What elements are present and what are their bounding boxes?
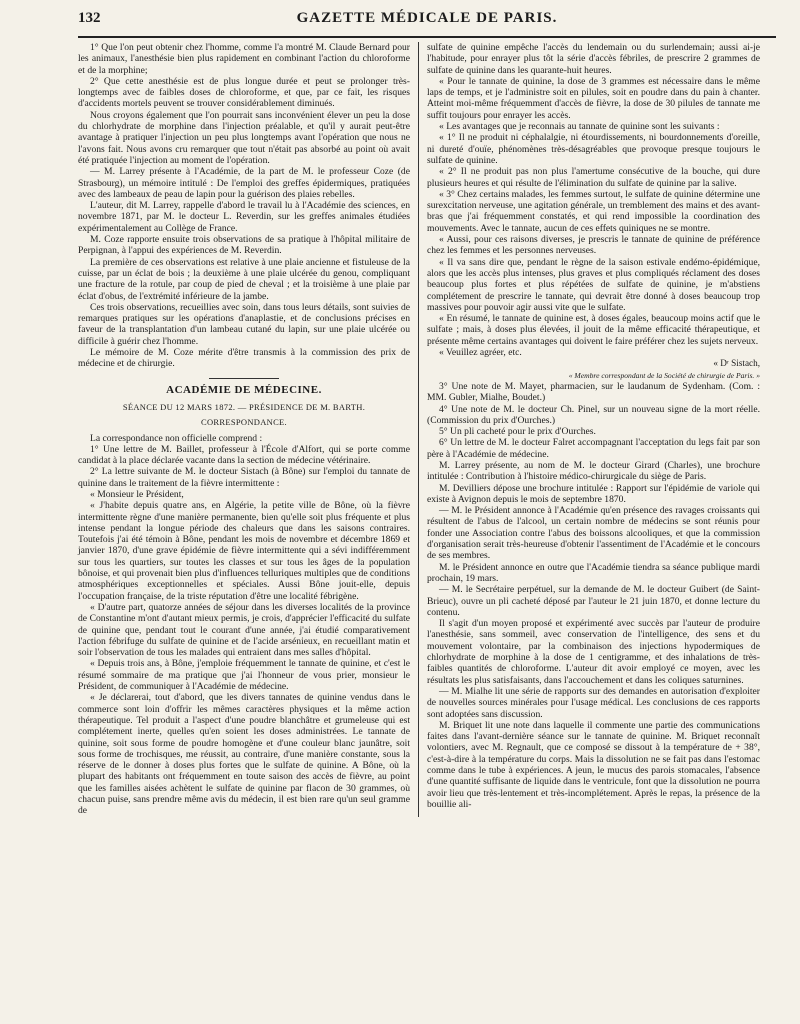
paragraph: 1° Que l'on peut obtenir chez l'homme, comme l'a montré M. Claude Bernard pour les animaux, l'anesthésie bien plus rapidement en combinant l'action du chloroforme et de la morphine; bbox=[78, 42, 410, 76]
paragraph: — M. Larrey présente à l'Académie, de la part de M. le professeur Coze (de Strasbourg), un mémoire intitulé : De l'emploi des greffes épidermiques, pratiquées avec des lambeaux de peau de lapin pour la guérison des plaies rebelles. bbox=[78, 166, 410, 200]
paragraph: « Pour le tannate de quinine, la dose de 3 grammes est nécessaire dans le même laps de temps, et je l'administre soit en pilules, soit en poudre dans du pain à chanter. Atteint moi-même fréquemment d'accès de fièvre, la dose de 30 pilules de tannate me suffit toujours pour enrayer les accès. bbox=[427, 75, 760, 121]
paragraph: « Depuis trois ans, à Bône, j'emploie fréquemment le tannate de quinine, et c'est le résumé sommaire de ma pratique que j'ai l'honneur de vous prier, monsieur le Président, de communiquer à l'Académie de médecine. bbox=[78, 658, 410, 693]
paragraph: Ces trois observations, recueillies avec soin, dans tous leurs détails, sont suivies de remarques pratiques sur les opérations d'anaplastie, et de conclusions précises en faveur de la transplantation d'un lambeau cutané du lapin, sur une plaie ulcérée ou difficile à guérir chez l'homme. bbox=[78, 301, 410, 347]
columns bbox=[78, 42, 776, 817]
paragraph: « Les avantages que je reconnais au tannate de quinine sont les suivants : bbox=[439, 121, 720, 133]
paragraph: M. Coze rapporte ensuite trois observations de sa pratique à l'hôpital militaire de Perpignan, à l'appui des expériences de M. Reverdin. bbox=[78, 234, 410, 257]
paragraph: « Je déclarerai, tout d'abord, que les divers tannates de quinine vendus dans le commerce sont loin d'offrir les mêmes caractères physiques et la même action thérapeutique. Tel produit a l'aspect d'une poudre blanchâtre et grumeleuse qui est complétement inerte, quelles qu'en soient les doses administrées. Le tannate de quinine, soit sous forme de poudre homogène et d'une couleur blanc jaunâtre, soit sous forme de trochisques, me réussit, au contraire, d'une manière constante, sous la réserve de le donner à doses plus fortes que le sulfate de quinine. A Bône, où la plupart des habitants ont fréquemment en toute saison des accès de fièvre, au point que les familles aisées achètent le sulfate de quinine par flacon de 30 grammes, où chacun puise, sans prendre même avis du médecin, il est bien rare qu'un seul gramme de bbox=[78, 692, 410, 817]
paragraph: « Monsieur le Président, bbox=[90, 488, 184, 500]
signature: « Dʳ Sistach, bbox=[713, 358, 760, 369]
journal-title: GAZETTE MÉDICALE DE PARIS. bbox=[296, 10, 558, 26]
paragraph: « 3° Chez certains malades, les femmes surtout, le sulfate de quinine détermine une surexcitation nerveuse, une agitation générale, un tremblement des mains et des avant-bras que j'ai fréquemment constatés, et qui rend impossible la coordination des mouvements. Avec le tannate, aucun de ces effets quiniques ne se montre. bbox=[427, 188, 760, 234]
paragraph: — M. le Président annonce à l'Académie qu'en présence des ravages croissants qui résultent de l'abus de l'alcool, un certain nombre de médecins se sont réunis pour fonder une Association contre l'abus des boissons alcooliques, et que la commission d'organisation serait très-heureuse d'obtenir l'assentiment de l'Académie et le concours de ses membres. bbox=[427, 505, 760, 562]
right-column bbox=[419, 42, 760, 817]
paragraph: « Aussi, pour ces raisons diverses, je prescris le tannate de quinine de préférence chez les femmes et les personnes nerveuses. bbox=[427, 234, 760, 257]
paragraph: 3° Une note de M. Mayet, pharmacien, sur le laudanum de Sydenham. (Com. : MM. Gubler, Mialhe, Boudet.) bbox=[427, 380, 760, 404]
paragraph: — M. Mialhe lit une série de rapports sur des demandes en autorisation d'exploiter de nouvelles sources minérales pour l'usage médical. Les conclusions de ces rapports sont adoptées sans discussion. bbox=[427, 685, 760, 720]
left-column bbox=[78, 42, 419, 817]
paragraph: Le mémoire de M. Coze mérite d'être transmis à la commission des prix de médecine et de chirurgie. bbox=[78, 347, 410, 370]
paragraph: sulfate de quinine empêche l'accès du lendemain ou du surlendemain; aussi ai-je l'habitude, pour enrayer plus tôt la série d'accès fébriles, de prescrire 2 grammes de sulfate de quinine dans les quarante-huit heures. bbox=[427, 42, 760, 76]
paragraph: M. Larrey présente, au nom de M. le docteur Girard (Charles), une brochure intitulée : Contribution à l'histoire médico-chirurgicale du siège de Paris. bbox=[427, 459, 760, 483]
page-header bbox=[78, 10, 776, 38]
page-number: 132 bbox=[78, 10, 101, 26]
session-heading: SÉANCE DU 12 MARS 1872. — PRÉSIDENCE DE M. BARTH. bbox=[122, 401, 366, 412]
paragraph: « D'autre part, quatorze années de séjour dans les diverses localités de la province de Constantine m'ont d'autant mieux permis, je crois, d'apprécier l'efficacité du sulfate de quinine que, pendant tout le courant d'une année, j'ai étudié comparativement l'action fébrifuge du sulfate de quinine et de l'acide arsénieux, en recueillant matin et soir l'observation de tous les malades qui entraient dans mes salles d'hôpital. bbox=[78, 601, 410, 659]
paragraph: M. Devilliers dépose une brochure intitulée : Rapport sur l'épidémie de variole qui existe à Avignon depuis le mois de septembre 1870. bbox=[427, 482, 760, 505]
paragraph: 5° Un pli cacheté pour le prix d'Ourches. bbox=[439, 426, 596, 438]
paragraph: M. Briquet lit une note dans laquelle il commente une partie des communications faites dans l'avant-dernière séance sur le tannate de quinine. M. Briquet reconnaît volontiers, avec M. Regnault, que ce composé se dissout à la température de + 38°, c'est-à-dire à la température du corps. Mais la dissolution ne se fait pas dans l'estomac comme dans le tube à expériences. A jeun, le mucus des parois stomacales, l'absence d'une quantité suffisante de liquide dans le ventricule, font que la dissolution ne pourra avoir lieu que très-lentement et très-incomplétement. Après le repas, la présence de la bouillie ali- bbox=[427, 719, 760, 810]
paragraph: M. le Président annonce en outre que l'Académie tiendra sa séance publique mardi prochain, 19 mars. bbox=[427, 561, 760, 584]
paragraph: Nous croyons également que l'on pourrait sans inconvénient élever un peu la dose du chlorhydrate de morphine dans l'injection préalable, et qu'il y aurait peut-être avantage à pratiquer l'injection un peu plus longtemps avant l'opération que nous ne l'avons fait. Nous avons cru remarquer que tout n'était pas absorbé au point où avait été pratiquée l'injection au moment de l'opération. bbox=[78, 109, 410, 166]
paragraph: 2° Que cette anesthésie est de plus longue durée et peut se prolonger très-longtemps avec de faibles doses de chloroforme, et que, par ce fait, les risques d'accidents mortels peuvent se trouver considérablement diminués. bbox=[78, 75, 410, 110]
paragraph: « 2° Il ne produit pas non plus l'amertume consécutive de la bouche, qui dure plusieurs heures et qui résulte de l'élimination du sulfate de quinine par la salive. bbox=[427, 166, 760, 189]
section-divider bbox=[209, 378, 279, 379]
section-title: ACADÉMIE DE MÉDECINE. bbox=[166, 383, 322, 396]
paragraph: « En résumé, le tannate de quinine est, à doses égales, beaucoup moins actif que le sulfate ; mais, à doses plus élevées, il jouit de la même efficacité thérapeutique, et présente même certains avantages qui doivent le faire préférer chez les sujets nerveux. bbox=[427, 313, 760, 347]
paragraph: 2° La lettre suivante de M. le docteur Sistach (à Bône) sur l'emploi du tannate de quinine dans le traitement de la fièvre intermittente : bbox=[78, 466, 410, 489]
paragraph: La première de ces observations est relative à une plaie ancienne et fistuleuse de la cuisse, par un éclat de bois ; la deuxième à une plaie ulcérée du genou, compliquant une fracture de la rotule, par coup de pied de cheval ; et la troisième à une plaie par éclat d'obus, de l'extrémité inférieure de la jambe. bbox=[78, 256, 410, 302]
paragraph: « Veuillez agréer, etc. bbox=[439, 347, 522, 359]
paragraph: La correspondance non officielle comprend : bbox=[90, 432, 263, 444]
correspondence-heading: CORRESPONDANCE. bbox=[201, 417, 287, 428]
signature-note: « Membre correspondant de la Société de chirurgie de Paris. » bbox=[568, 370, 760, 380]
paragraph: 4° Une note de M. le docteur Ch. Pinel, sur un nouveau signe de la mort réelle. (Commission du prix d'Ourches.) bbox=[427, 403, 760, 426]
paragraph: « Il va sans dire que, pendant le règne de la saison estivale endémo-épidémique, alors que les accès plus intenses, plus graves et plus compliqués réclament des doses beaucoup plus fortes et plus répétées de sulfate de quinine, je m'abstiens complétement de prescrire le tannate, qui devrait être donné à doses beaucoup trop massives pour pouvoir agir aussi vite que le sulfate. bbox=[427, 256, 760, 313]
paragraph: 6° Un lettre de M. le docteur Falret accompagnant l'acceptation du legs fait par son père à l'Académie de médecine. bbox=[427, 437, 760, 460]
paragraph: « J'habite depuis quatre ans, en Algérie, la petite ville de Bône, où la fièvre intermittente règne d'une manière permanente, bien qu'elle soit plus fréquente et plus intense pendant la longue période des chaleurs que dans les saisons contraires. Toutefois j'ai été témoin à Bône, pendant les mois de novembre et décembre 1869 et janvier 1870, d'une grave épidémie de fièvre intermittente qui a sévi indifféremment sur tous les quartiers, sur toutes les classes et sur tous les âges de la population bônoise, et qui provenait bien plus d'influences telluriques multiples que de conditions atmosphériques exceptionnelles et spéciales. Aussi Bône jouit-elle, depuis l'occupation française, de la triste réputation d'être une localité fébrigène. bbox=[78, 500, 410, 602]
paragraph: 1° Une lettre de M. Baillet, professeur à l'École d'Alfort, qui se porte comme candidat à la place déclarée vacante dans la section de médecine vétérinaire. bbox=[78, 443, 410, 467]
paragraph: — M. le Secrétaire perpétuel, sur la demande de M. le docteur Guibert (de Saint-Brieuc), ouvre un pli cacheté déposé par l'auteur le 21 juin 1870, et donne lecture du contenu. bbox=[427, 584, 760, 618]
paragraph: L'auteur, dit M. Larrey, rappelle d'abord le travail lu à l'Académie des sciences, en novembre 1871, par M. le docteur L. Reverdin, sur les greffes animales étudiées expérimentalement au Collège de France. bbox=[78, 200, 410, 234]
paragraph: Il s'agit d'un moyen proposé et expérimenté avec succès par l'auteur de produire l'anesthésie, sans sommeil, avec conservation de l'intelligence, des sens et du mouvement volontaire, par la combinaison des injections hypodermiques de chlorhydrate de morphine à la dose de 1 centigramme, et des inhalations de très-faibles quantités de chloroforme. L'auteur dit avoir employé ce moyen, avec les résultats les plus satisfaisants, dans l'accouchement et dans les coliques saturnines. bbox=[427, 618, 760, 686]
paragraph: « 1° Il ne produit ni céphalalgie, ni étourdissements, ni bourdonnements d'oreille, ni dureté d'ouïe, phénomènes très-désagréables que provoque presque toujours le sulfate de quinine. bbox=[427, 132, 760, 166]
